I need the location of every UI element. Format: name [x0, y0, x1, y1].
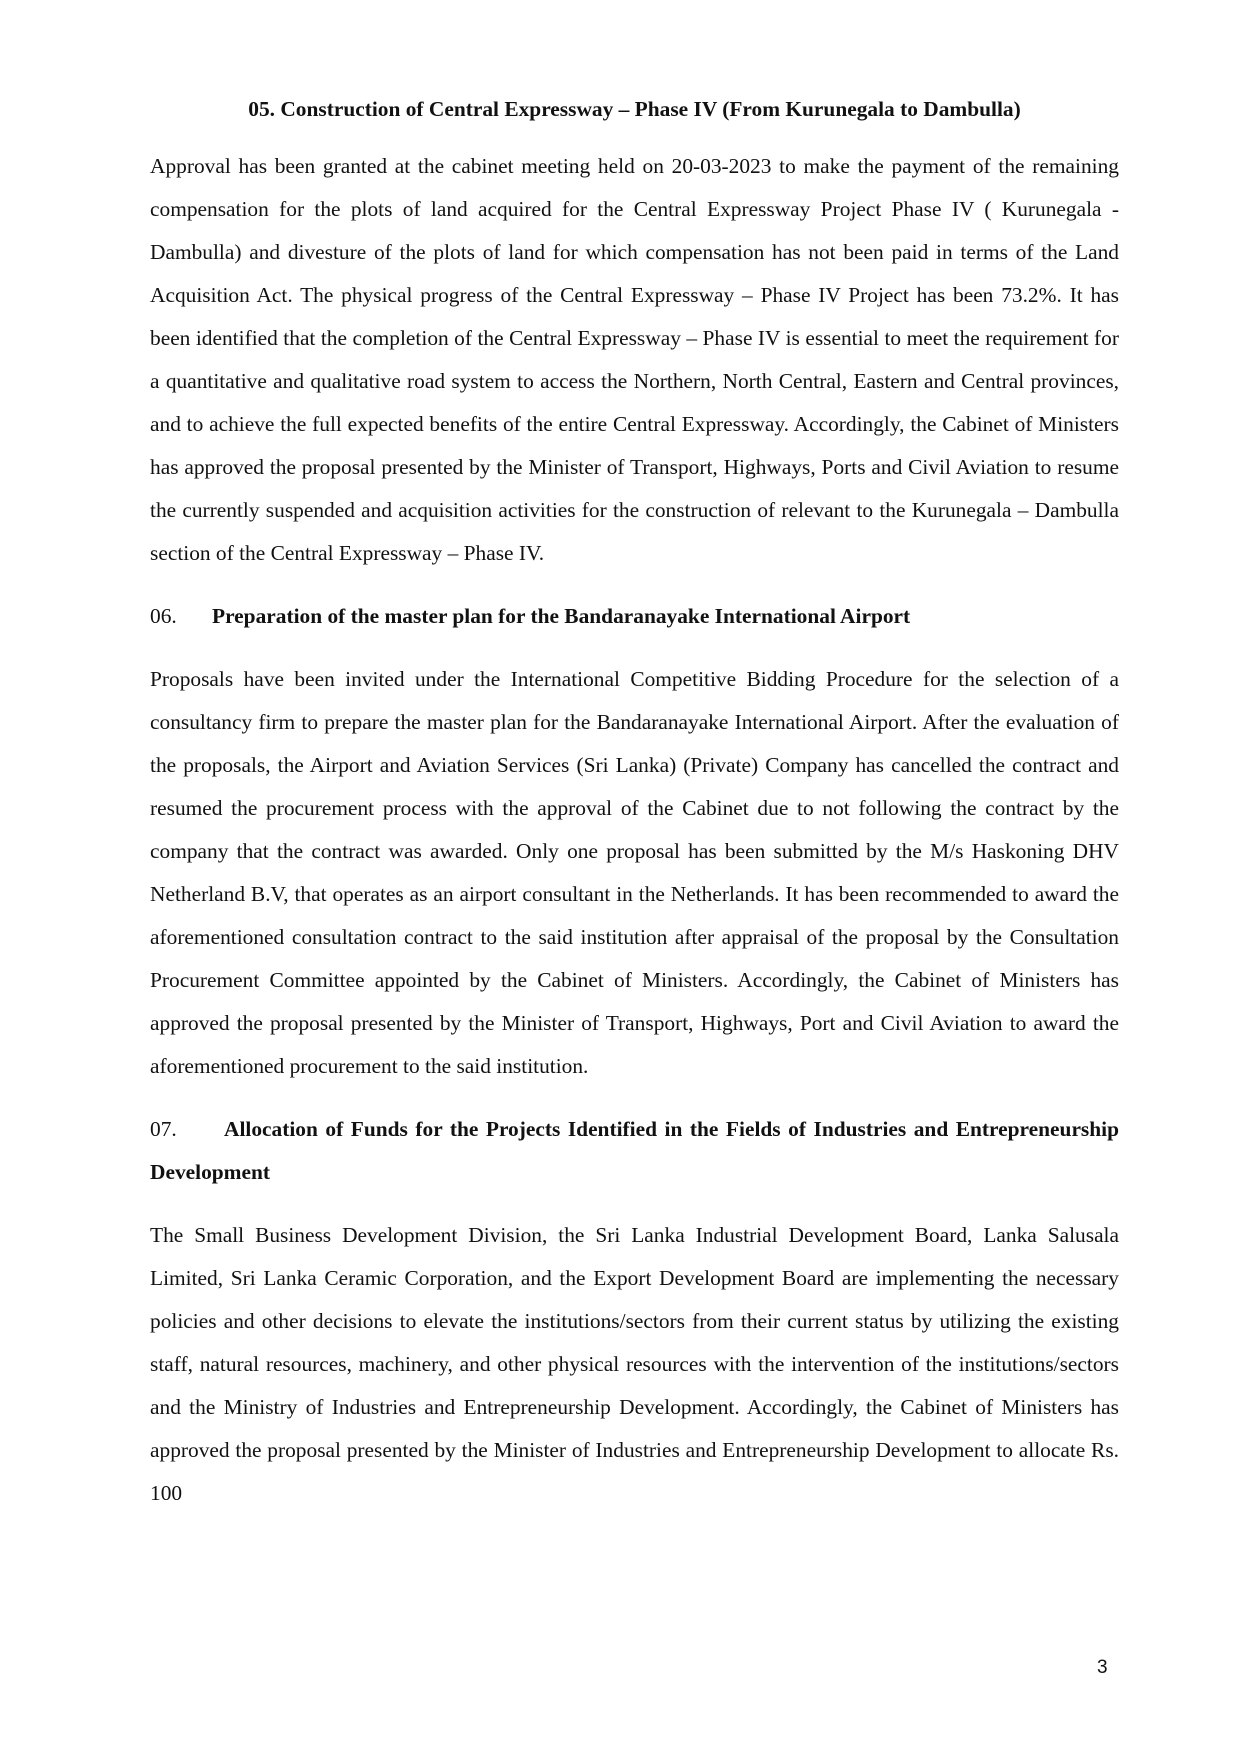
section-07-heading [150, 1108, 1119, 1194]
spacer [150, 575, 1119, 595]
section-05-heading: 05. Construction of Central Expressway – Phase IV (From Kurunegala to Dambulla) [248, 97, 1021, 121]
document-page [150, 88, 1119, 1515]
spacer [150, 1194, 1119, 1214]
page-number: 3 [1097, 1657, 1108, 1678]
section-07-title: Allocation of Funds for the Projects Identified in the Fields of Industries and Entrepreneurship Development [150, 1117, 1119, 1184]
spacer [150, 638, 1119, 658]
section-06-title: Preparation of the master plan for the Bandaranayake International Airport [212, 604, 911, 628]
section-07-number: 07. [150, 1117, 177, 1141]
section-06-heading [150, 595, 1119, 638]
section-06-body: Proposals have been invited under the International Competitive Bidding Procedure for the selection of a consultancy firm to prepare the master plan for the Bandaranayake International Airport. After the evaluation of the proposals, the Airport and Aviation Services (Sri Lanka) (Private) Company has cancelled the contract and resumed the procurement process with the approval of the Cabinet due to not following the contract by the company that the contract was awarded. Only one proposal has been submitted by the M/s Haskoning DHV Netherland B.V, that operates as an airport consultant in the Netherlands. It has been recommended to award the aforementioned consultation contract to the said institution after appraisal of the proposal by the Consultation Procurement Committee appointed by the Cabinet of Ministers. Accordingly, the Cabinet of Ministers has approved the proposal presented by the Minister of Transport, Highways, Port and Civil Aviation to award the aforementioned procurement to the said institution. [150, 667, 1119, 1078]
spacer [150, 1088, 1119, 1108]
section-06-number: 06. [150, 604, 177, 628]
section-05-body: Approval has been granted at the cabinet meeting held on 20-03-2023 to make the payment of the remaining compensation for the plots of land acquired for the Central Expressway Project Phase IV ( Kurunegala - Dambulla) and divesture of the plots of land for which compensation has not been paid in terms of the Land Acquisition Act. The physical progress of the Central Expressway – Phase IV Project has been 73.2%. It has been identified that the completion of the Central Expressway – Phase IV is essential to meet the requirement for a quantitative and qualitative road system to access the Northern, North Central, Eastern and Central provinces, and to achieve the full expected benefits of the entire Central Expressway. Accordingly, the Cabinet of Ministers has approved the proposal presented by the Minister of Transport, Highways, Ports and Civil Aviation to resume the currently suspended and acquisition activities for the construction of relevant to the Kurunegala – Dambulla section of the Central Expressway – Phase IV. [150, 154, 1119, 565]
section-07-body: The Small Business Development Division, the Sri Lanka Industrial Development Board, Lanka Salusala Limited, Sri Lanka Ceramic Corporation, and the Export Development Board are implementing the necessary policies and other decisions to elevate the institutions/sectors from their current status by utilizing the existing staff, natural resources, machinery, and other physical resources with the intervention of the institutions/sectors and the Ministry of Industries and Entrepreneurship Development. Accordingly, the Cabinet of Ministers has approved the proposal presented by the Minister of Industries and Entrepreneurship Development to allocate Rs. 100 [150, 1223, 1119, 1505]
